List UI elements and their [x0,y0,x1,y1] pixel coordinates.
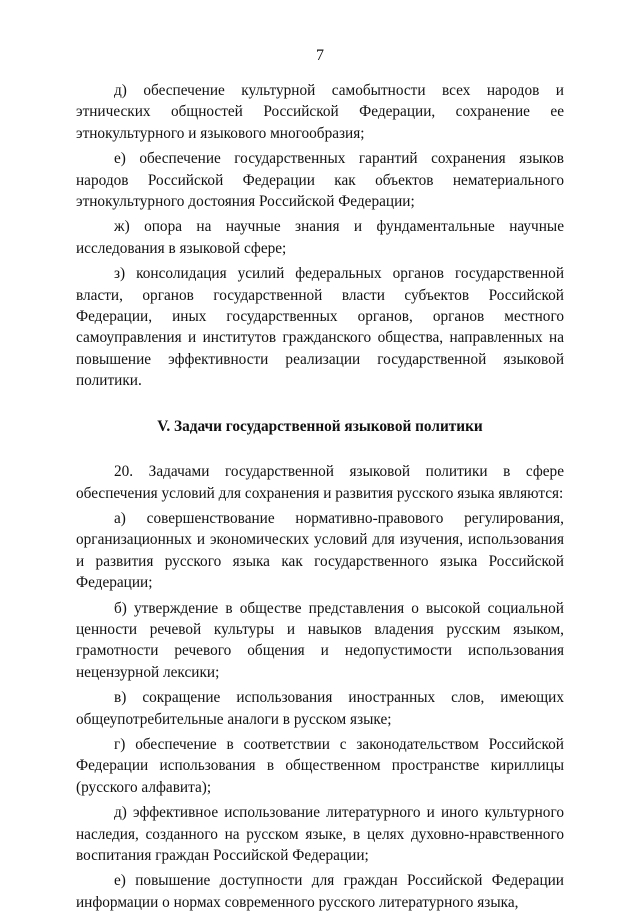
paragraph-item-d-literary-heritage: д) эффективное использование литературного и иного культурного наследия, созданного на русском языке, в целях духовно-нравственного воспитания граждан Российской Федерации; [76,804,564,864]
section-heading: V. Задачи государственной языковой политики [157,417,483,435]
paragraph-clause-20: 20. Задачами государственной языковой политики в сфере обеспечения условий для сохранения и развития русского языка являются: [76,463,564,502]
paragraph-item-e-language-norms: е) повышение доступности для граждан Российской Федерации информации о нормах современного русского литературного языка, [76,872,564,911]
paragraph-item-zh-scientific-basis: ж) опора на научные знания и фундаментальные научные исследования в языковой сфере; [76,218,564,257]
document-body [76,80,564,917]
paragraph-item-a-regulation: а) совершенствование нормативно-правового регулирования, организационных и экономических условий для изучения, использования и развития русского языка как государственного языка Российской Федерации; [76,509,564,592]
paragraph-item-z-consolidation: з) консолидация усилий федеральных органов государственной власти, органов государственной власти субъектов Российской Федерации, иных государственных органов, органов местного самоуправления и институтов гражданского общества, направленных на повышение эффективности реализации государственной языковой политики. [76,265,564,390]
paragraph-item-b-speech-culture: б) утверждение в обществе представления о высокой социальной ценности речевой культуры и навыков владения русским языком, грамотности речевого общения и недопустимости использования нецензурной лексики; [76,599,564,681]
page-number: 7 [316,47,324,64]
paragraph-item-v-foreign-words: в) сокращение использования иностранных слов, имеющих общеупотребительные аналоги в русском языке; [76,689,564,728]
paragraph-item-e-state-guarantees: е) обеспечение государственных гарантий сохранения языков народов Российской Федерации как объектов нематериального этнокультурного достояния Российской Федерации; [76,150,564,211]
paragraph-item-d-cultural-identity: д) обеспечение культурной самобытности всех народов и этнических общностей Российской Федерации, сохранение ее этнокультурного и языкового многообразия; [76,82,564,142]
paragraph-item-g-cyrillic: г) обеспечение в соответствии с законодательством Российской Федерации использования в общественном пространстве кириллицы (русского алфавита); [76,735,564,796]
